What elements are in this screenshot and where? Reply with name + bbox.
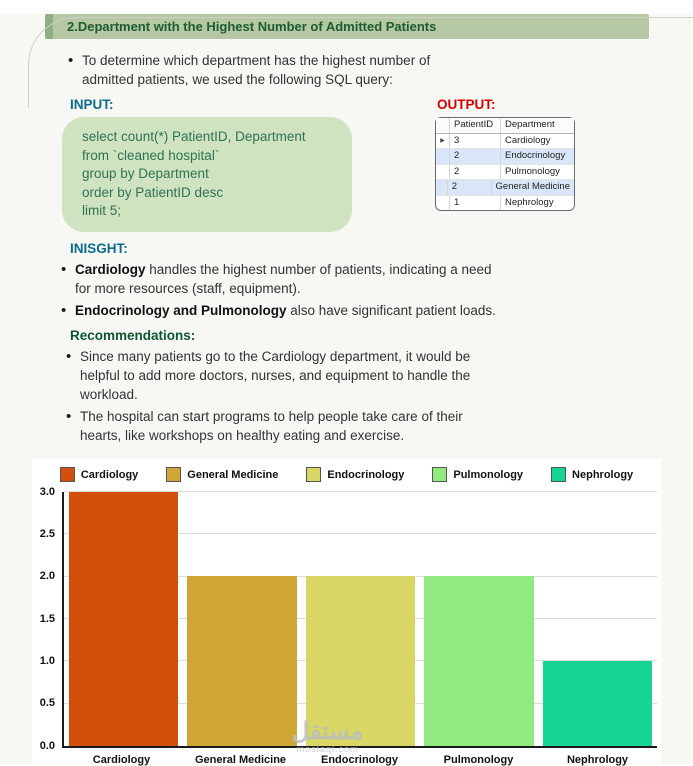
section-header: [45, 14, 649, 39]
column-header-department: Department: [505, 119, 555, 130]
recommendations-section: [0, 347, 691, 445]
legend-item: [60, 467, 138, 483]
sql-query-box: [62, 117, 352, 232]
output-label: OUTPUT:: [437, 97, 496, 112]
y-tick-label: 2.0: [39, 570, 55, 583]
intro-section: [0, 51, 691, 89]
row-gutter: [436, 196, 450, 211]
legend-swatch: [166, 467, 181, 482]
insight-section: [0, 260, 691, 320]
bar-chart: [32, 459, 661, 766]
legend-swatch: [306, 467, 321, 482]
column-header-patientid: PatientID: [450, 118, 501, 133]
x-tick-label: General Medicine: [194, 753, 287, 766]
row-gutter: [436, 118, 450, 133]
recommendation-text: Since many patients go to the Cardiology department, it would be helpful to add more doctors, nurses, and equipment to handle the workload.: [80, 348, 471, 402]
bar-slot: [301, 492, 420, 746]
legend-item: [166, 467, 278, 483]
legend-label: Pulmonology: [453, 468, 524, 481]
recommendation-bullet: [80, 347, 505, 404]
table-cell: Endocrinology: [505, 150, 566, 161]
legend-item: [432, 467, 523, 483]
x-tick-label: Cardiology: [92, 753, 151, 766]
table-cell: 2: [450, 149, 501, 164]
x-labels-row: [62, 748, 657, 766]
insight-bullet: [75, 301, 505, 320]
legend-swatch: [432, 467, 447, 482]
table-cell: General Medicine: [495, 181, 570, 192]
legend-item: [306, 467, 404, 483]
table-cell: 3: [450, 134, 501, 149]
table-cell: 1: [450, 196, 501, 211]
table-header-row: [436, 118, 574, 134]
insight-bullet: [75, 260, 505, 298]
bar-endocrinology: [306, 576, 416, 745]
output-section: [435, 97, 575, 232]
legend-swatch: [551, 467, 566, 482]
bar-slot: [538, 492, 657, 746]
section-title: 2.Department with the Highest Number of Admitted Patients: [67, 19, 437, 34]
y-tick-label: 0.5: [39, 697, 55, 710]
sql-line: group by Department: [82, 166, 209, 181]
bar-slot: [64, 492, 183, 746]
row-gutter: [436, 149, 450, 164]
result-table: [435, 117, 575, 211]
legend-item: [551, 467, 633, 483]
bar-cardiology: [69, 492, 179, 746]
sql-line: from `cleaned hospital`: [82, 147, 220, 163]
y-tick-label: 2.5: [39, 527, 55, 540]
y-tick-label: 0.0: [39, 739, 55, 752]
recommendation-bullet: [80, 407, 505, 445]
x-tick-label: Pulmonology: [443, 753, 514, 766]
bar-slot: [420, 492, 539, 746]
table-row: [436, 165, 574, 181]
y-tick-label: 1.0: [39, 654, 55, 667]
row-gutter: [436, 180, 448, 195]
input-section: [62, 97, 370, 232]
sql-line: order by PatientID desc: [82, 184, 224, 200]
table-row: [436, 180, 574, 196]
table-cell: Pulmonology: [505, 165, 560, 177]
intro-bullet: [82, 51, 467, 89]
row-gutter: [436, 165, 450, 180]
table-row: [436, 134, 574, 150]
legend-swatch: [60, 467, 75, 482]
table-row: [436, 196, 574, 211]
bar-general-medicine: [187, 576, 297, 745]
table-cell: 2: [448, 180, 492, 195]
x-tick-label: Nephrology: [566, 753, 629, 766]
insight-bold: Cardiology: [75, 261, 146, 277]
bar-pulmonology: [424, 576, 534, 745]
report-page: [0, 14, 691, 764]
sql-line: limit 5;: [82, 203, 122, 218]
input-label: INPUT:: [70, 97, 114, 112]
y-tick-label: 1.5: [39, 612, 55, 625]
intro-text: To determine which department has the highest number of admitted patients, we used the following SQL query:: [82, 53, 431, 87]
chart-legend: [32, 467, 661, 483]
insight-heading: INISGHT:: [70, 240, 128, 256]
bar-slot: [183, 492, 302, 746]
table-cell: 2: [450, 165, 501, 180]
insight-text: handles the highest number of patients, indicating a need for more resources (staff, equipment).: [75, 261, 492, 296]
table-row: [436, 149, 574, 165]
bar-nephrology: [543, 661, 653, 746]
legend-label: General Medicine: [187, 468, 279, 481]
y-tick-label: 3.0: [39, 485, 55, 498]
recommendation-text: The hospital can start programs to help people take care of their hearts, like workshops on healthy eating and exercise.: [80, 408, 463, 443]
x-tick-label: Endocrinology: [321, 753, 398, 766]
recommendations-heading: Recommendations:: [70, 327, 196, 343]
legend-label: Cardiology: [80, 468, 139, 481]
table-cell: Nephrology: [505, 196, 554, 208]
bars-row: [64, 492, 657, 746]
row-selector-arrow-icon: ▶: [436, 134, 450, 149]
legend-label: Endocrinology: [327, 468, 405, 481]
table-cell: Cardiology: [505, 134, 551, 146]
sql-line: select count(*) PatientID, Department: [82, 129, 306, 144]
legend-label: Nephrology: [572, 468, 634, 481]
insight-bold: Endocrinology and Pulmonology: [75, 302, 287, 318]
insight-text: also have significant patient loads.: [286, 302, 496, 318]
query-io-section: [0, 97, 691, 232]
watermark-arabic-text: مستقل: [291, 717, 364, 745]
watermark-domain-text: mostaql.com: [296, 743, 359, 754]
